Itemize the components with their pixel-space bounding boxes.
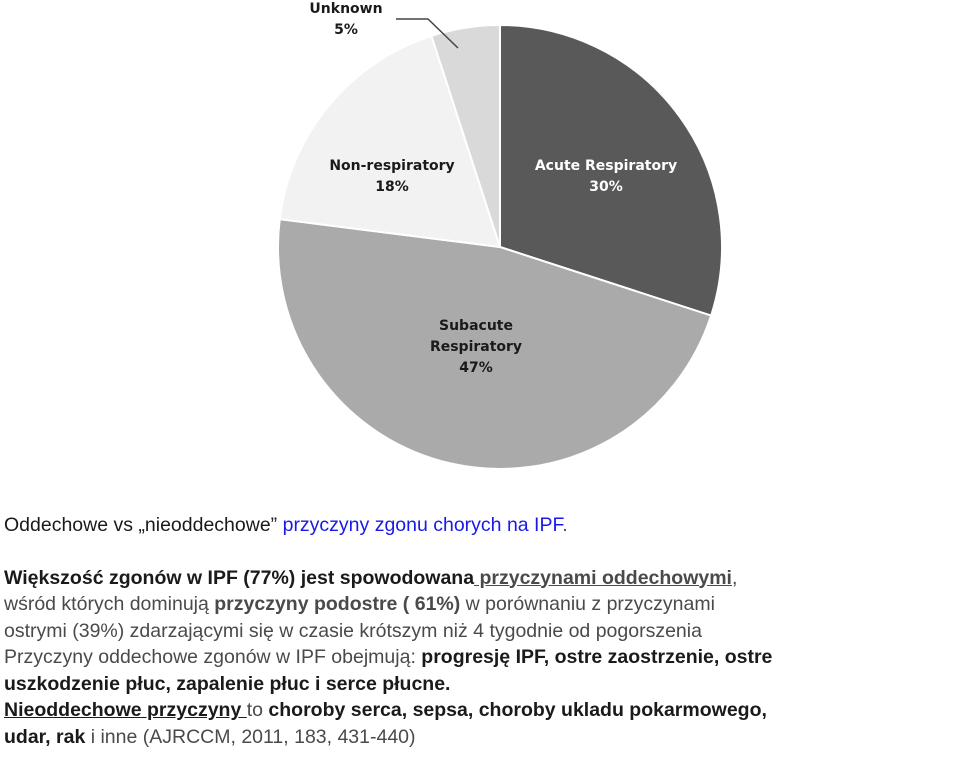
text-line-6	[4, 644, 960, 671]
text-line-9a: udar, rak	[4, 725, 86, 748]
text-line-3	[4, 565, 960, 592]
text-line-9	[4, 724, 960, 751]
text-line-4c: w porównaniu z przyczynami	[460, 593, 715, 615]
text-line-8b: to	[246, 699, 269, 721]
text-line-3c: ,	[731, 566, 738, 589]
text-line-6b: progresję IPF, ostre zaostrzenie, ostre	[421, 646, 773, 668]
caption-text	[4, 512, 960, 750]
heading-part-1: Oddechowe vs „nieoddechowe”	[4, 514, 278, 536]
text-line-8c: choroby serca, sepsa, choroby ukladu pokarmowego,	[268, 699, 767, 721]
text-line-7: uszkodzenie płuc, zapalenie płuc i serce płucne.	[4, 672, 451, 695]
slice-label-acute-respiratory: Acute Respiratory 30%	[534, 158, 678, 195]
text-line-8	[4, 697, 960, 724]
text-line-9b: i inne (AJRCCM, 2011, 183, 431-440)	[85, 725, 416, 748]
text-line-3a: Większość zgonów w IPF (77%) jest spowodowana	[4, 566, 475, 589]
slice-label-subacute-respiratory: Subacute Respiratory 47%	[429, 318, 523, 376]
text-line-8a: Nieoddechowe przyczyny	[4, 699, 247, 721]
text-line-4	[4, 591, 960, 618]
text-line-3b: przyczynami oddechowymi	[474, 566, 732, 589]
slice-label-non-respiratory: Non-respiratory 18%	[329, 158, 455, 195]
text-line-4b: przyczyny podostre ( 61%)	[214, 593, 461, 615]
text-line-5: ostrymi (39%) zdarzającymi się w czasie krótszym niż 4 tygodnie od pogorszenia	[4, 619, 702, 642]
text-line-4a: wśród których dominują	[4, 593, 215, 615]
heading-part-2: przyczyny zgonu chorych na IPF	[282, 514, 563, 536]
slice-label-unknown: Unknown 5%	[309, 1, 383, 38]
heading-period: .	[562, 514, 568, 536]
text-line-1	[4, 512, 960, 539]
text-line-6a: Przyczyny oddechowe zgonów w IPF obejmują:	[4, 646, 422, 668]
